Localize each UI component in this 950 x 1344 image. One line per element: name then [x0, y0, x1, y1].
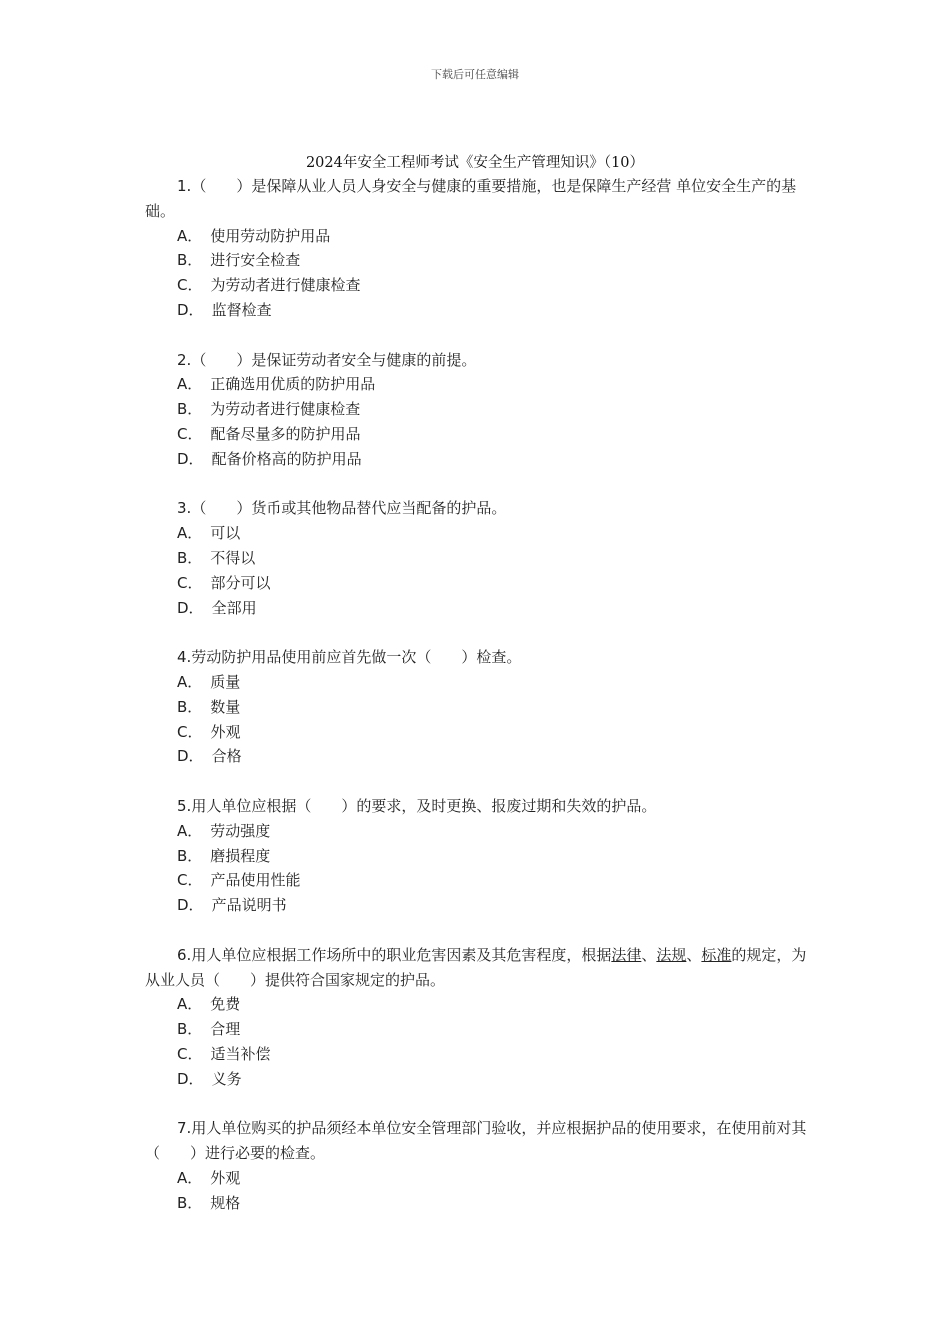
page-header-note: 下载后可任意编辑 — [431, 68, 519, 81]
option-text: 配备尽量多的防护用品 — [210, 424, 361, 443]
option-a — [145, 819, 810, 844]
option-text: 合格 — [211, 747, 242, 766]
spacer — [145, 620, 810, 645]
option-letter: A． — [177, 524, 203, 543]
spacer — [145, 769, 810, 794]
option-text: 监督检查 — [211, 300, 272, 319]
question-number: 3. — [177, 499, 192, 518]
option-b — [145, 1017, 810, 1042]
question-stem — [145, 174, 810, 224]
option-c — [145, 868, 810, 893]
option-c — [145, 273, 810, 298]
option-letter: D． — [177, 896, 204, 915]
spacer — [145, 323, 810, 348]
option-text: 磨损程度 — [210, 846, 271, 865]
link-standard[interactable]: 标准 — [701, 945, 732, 964]
separator: 、 — [686, 945, 702, 964]
option-text: 可以 — [210, 524, 241, 543]
option-letter: A． — [177, 1168, 203, 1187]
option-text: 质量 — [210, 672, 241, 691]
option-letter: D． — [177, 1069, 204, 1088]
option-text: 适当补偿 — [210, 1044, 271, 1063]
option-d — [145, 893, 810, 918]
option-text: 免费 — [210, 995, 241, 1014]
question-7 — [145, 1116, 810, 1215]
option-text: 为劳动者进行健康检查 — [210, 400, 361, 419]
option-list — [145, 521, 810, 620]
option-a — [145, 372, 810, 397]
option-b — [145, 1191, 810, 1216]
option-text: 为劳动者进行健康检查 — [210, 276, 361, 295]
option-letter: A． — [177, 226, 203, 245]
option-a — [145, 1166, 810, 1191]
option-letter: A． — [177, 995, 203, 1014]
question-number: 1. — [177, 177, 192, 195]
option-d — [145, 298, 810, 323]
option-a — [145, 992, 810, 1017]
option-letter: C． — [177, 1044, 203, 1063]
question-3 — [145, 496, 810, 620]
option-text: 全部用 — [211, 598, 257, 617]
option-d — [145, 596, 810, 621]
question-text: 劳动防护用品使用前应首先做一次（ ）检查。 — [191, 648, 522, 667]
link-regulation[interactable]: 法规 — [656, 945, 687, 964]
question-stem — [145, 496, 810, 521]
option-letter: C． — [177, 871, 203, 890]
option-c — [145, 571, 810, 596]
option-letter: B． — [177, 846, 203, 865]
option-letter: D． — [177, 747, 204, 766]
option-b — [145, 546, 810, 571]
option-list — [145, 670, 810, 769]
question-5 — [145, 794, 810, 918]
option-d — [145, 744, 810, 769]
option-letter: B． — [177, 400, 203, 419]
option-b — [145, 844, 810, 869]
option-letter: B． — [177, 1020, 203, 1039]
question-number: 6. — [177, 945, 192, 964]
question-stem — [145, 794, 810, 819]
option-text: 外观 — [210, 1168, 241, 1187]
option-c — [145, 1042, 810, 1067]
question-1 — [145, 174, 810, 323]
option-text: 规格 — [210, 1193, 241, 1212]
question-text-after: 的规定，为从业人员（ ）提供符合国家规定的护品。 — [145, 945, 807, 989]
option-text: 外观 — [210, 722, 241, 741]
document-title: 2024年安全工程师考试《安全生产管理知识》（10） — [305, 155, 645, 171]
option-letter: A． — [177, 821, 203, 840]
option-a — [145, 224, 810, 249]
option-a — [145, 521, 810, 546]
option-letter: C． — [177, 424, 203, 443]
option-letter: B． — [177, 697, 203, 716]
question-text: 用人单位应根据（ ）的要求，及时更换、报废过期和失效的护品。 — [191, 796, 657, 815]
question-stem — [145, 348, 810, 373]
option-list — [145, 819, 810, 918]
option-text: 部分可以 — [210, 573, 271, 592]
question-list — [145, 174, 810, 1215]
option-d — [145, 447, 810, 472]
option-text: 配备价格高的防护用品 — [211, 449, 362, 468]
option-letter: C． — [177, 573, 203, 592]
question-text: （ ）是保障从业人员人身安全与健康的重要措施，也是保障生产经营 单位安全生产的基础。 — [145, 177, 797, 220]
option-text: 劳动强度 — [210, 821, 271, 840]
question-text: 用人单位购买的护品须经本单位安全管理部门验收，并应根据护品的使用要求，在使用前对其（ ）进行必要的检查。 — [145, 1119, 807, 1163]
question-stem — [145, 645, 810, 670]
option-text: 产品使用性能 — [210, 871, 301, 890]
question-number: 4. — [177, 648, 192, 667]
question-number: 7. — [177, 1119, 192, 1138]
option-b — [145, 695, 810, 720]
option-b — [145, 248, 810, 273]
question-text: （ ）货币或其他物品替代应当配备的护品。 — [191, 499, 507, 518]
option-a — [145, 670, 810, 695]
option-list — [145, 992, 810, 1091]
link-law[interactable]: 法律 — [611, 945, 642, 964]
option-letter: B． — [177, 251, 203, 270]
option-b — [145, 397, 810, 422]
option-c — [145, 422, 810, 447]
option-list — [145, 372, 810, 471]
separator: 、 — [641, 945, 657, 964]
option-letter: B． — [177, 548, 203, 567]
option-letter: D． — [177, 449, 204, 468]
option-text: 不得以 — [210, 548, 256, 567]
question-text: （ ）是保证劳动者安全与健康的前提。 — [191, 350, 477, 369]
option-list — [145, 224, 810, 323]
option-text: 合理 — [210, 1020, 241, 1039]
option-letter: D． — [177, 300, 204, 319]
option-letter: A． — [177, 672, 203, 691]
spacer — [145, 918, 810, 943]
question-2 — [145, 348, 810, 472]
option-text: 义务 — [211, 1069, 242, 1088]
question-number: 2. — [177, 350, 192, 369]
option-text: 产品说明书 — [211, 896, 287, 915]
option-text: 数量 — [210, 697, 241, 716]
option-letter: D． — [177, 598, 204, 617]
option-text: 正确选用优质的防护用品 — [210, 375, 376, 394]
option-list — [145, 1166, 810, 1216]
question-stem — [145, 943, 810, 993]
option-letter: B． — [177, 1193, 203, 1212]
question-4 — [145, 645, 810, 769]
option-letter: C． — [177, 722, 203, 741]
spacer — [145, 1091, 810, 1116]
question-number: 5. — [177, 796, 192, 815]
option-text: 使用劳动防护用品 — [210, 226, 331, 245]
question-text-before: 用人单位应根据工作场所中的职业危害因素及其危害程度，根据 — [191, 945, 612, 964]
option-text: 进行安全检查 — [210, 251, 301, 270]
question-stem — [145, 1116, 810, 1166]
option-d — [145, 1067, 810, 1092]
question-6 — [145, 943, 810, 1092]
option-letter: C． — [177, 276, 203, 295]
option-c — [145, 720, 810, 745]
spacer — [145, 472, 810, 497]
option-letter: A． — [177, 375, 203, 394]
